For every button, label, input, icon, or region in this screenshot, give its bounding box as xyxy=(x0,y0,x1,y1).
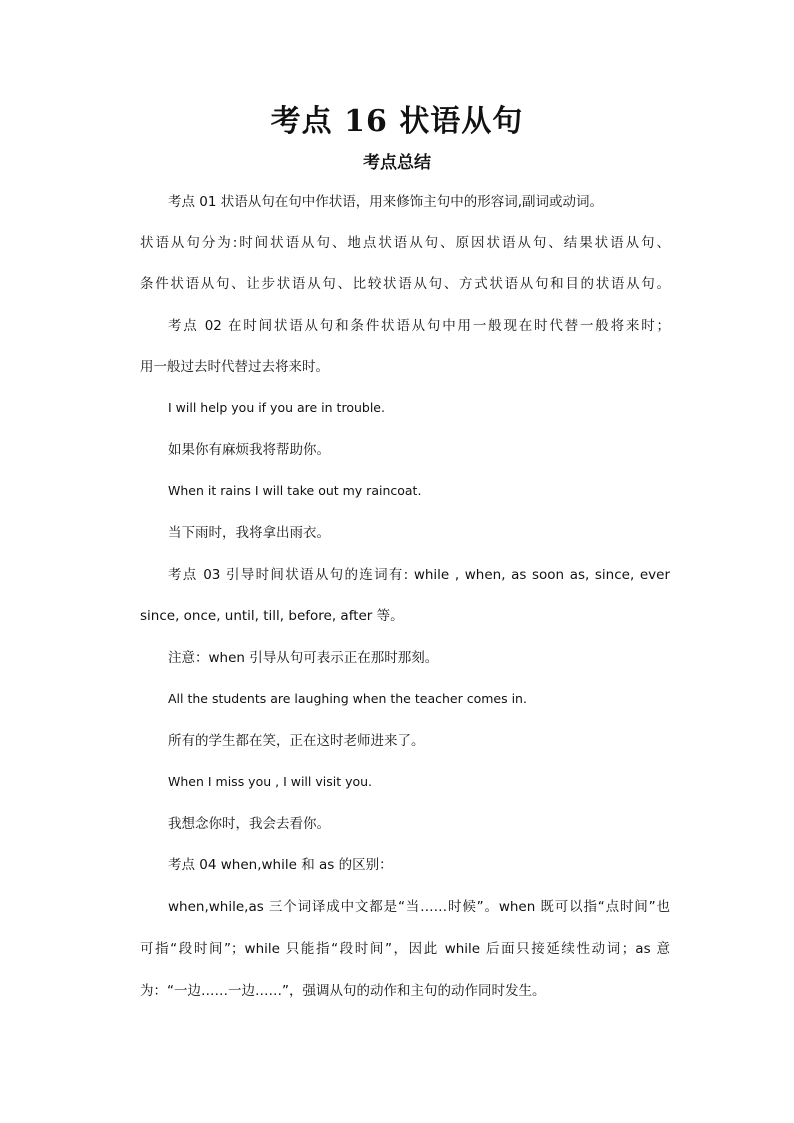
paragraph-line: 用一般过去时代替过去将来时。 xyxy=(140,359,329,375)
section-subtitle: 考点总结 xyxy=(363,153,431,173)
example-translation: 如果你有麻烦我将帮助你。 xyxy=(168,442,330,458)
note-line: 注意：when 引导从句可表示正在那时那刻。 xyxy=(168,650,439,666)
page-title: 考点 16 状语从句 xyxy=(270,104,524,139)
paragraph-line: 考点 03 引导时间状语从句的连词有: while , when, as soon as, since, ever xyxy=(168,567,670,583)
example-translation: 我想念你时，我会去看你。 xyxy=(168,816,330,832)
paragraph-line: when,while,as 三个词译成中文都是“当……时候”。when 既可以指“点时间”也 xyxy=(168,899,670,915)
example-translation: 当下雨时，我将拿出雨衣。 xyxy=(168,525,330,541)
paragraph-line: since, once, until, till, before, after 等。 xyxy=(140,608,404,624)
paragraph-line: 可指“段时间”；while 只能指“段时间”，因此 while 后面只接延续性动词；as 意 xyxy=(140,941,670,957)
example-translation: 所有的学生都在笑，正在这时老师进来了。 xyxy=(168,733,425,749)
example-sentence: All the students are laughing when the teacher comes in. xyxy=(168,691,527,706)
paragraph-line: 考点 02 在时间状语从句和条件状语从句中用一般现在时代替一般将来时； xyxy=(168,318,670,334)
example-sentence: When it rains I will take out my raincoat. xyxy=(168,483,422,498)
paragraph-line: 为：“一边……一边……”，强调从句的动作和主句的动作同时发生。 xyxy=(140,983,546,999)
example-sentence: When I miss you , I will visit you. xyxy=(168,774,373,789)
paragraph-line: 考点 04 when,while 和 as 的区别： xyxy=(168,857,393,873)
example-sentence: I will help you if you are in trouble. xyxy=(168,400,385,415)
paragraph-line: 考点 01 状语从句在句中作状语，用来修饰主句中的形容词,副词或动词。 xyxy=(168,194,604,210)
paragraph-line: 条件状语从句、让步状语从句、比较状语从句、方式状语从句和目的状语从句。 xyxy=(140,276,670,292)
paragraph-line: 状语从句分为:时间状语从句、地点状语从句、原因状语从句、结果状语从句、 xyxy=(140,235,670,251)
